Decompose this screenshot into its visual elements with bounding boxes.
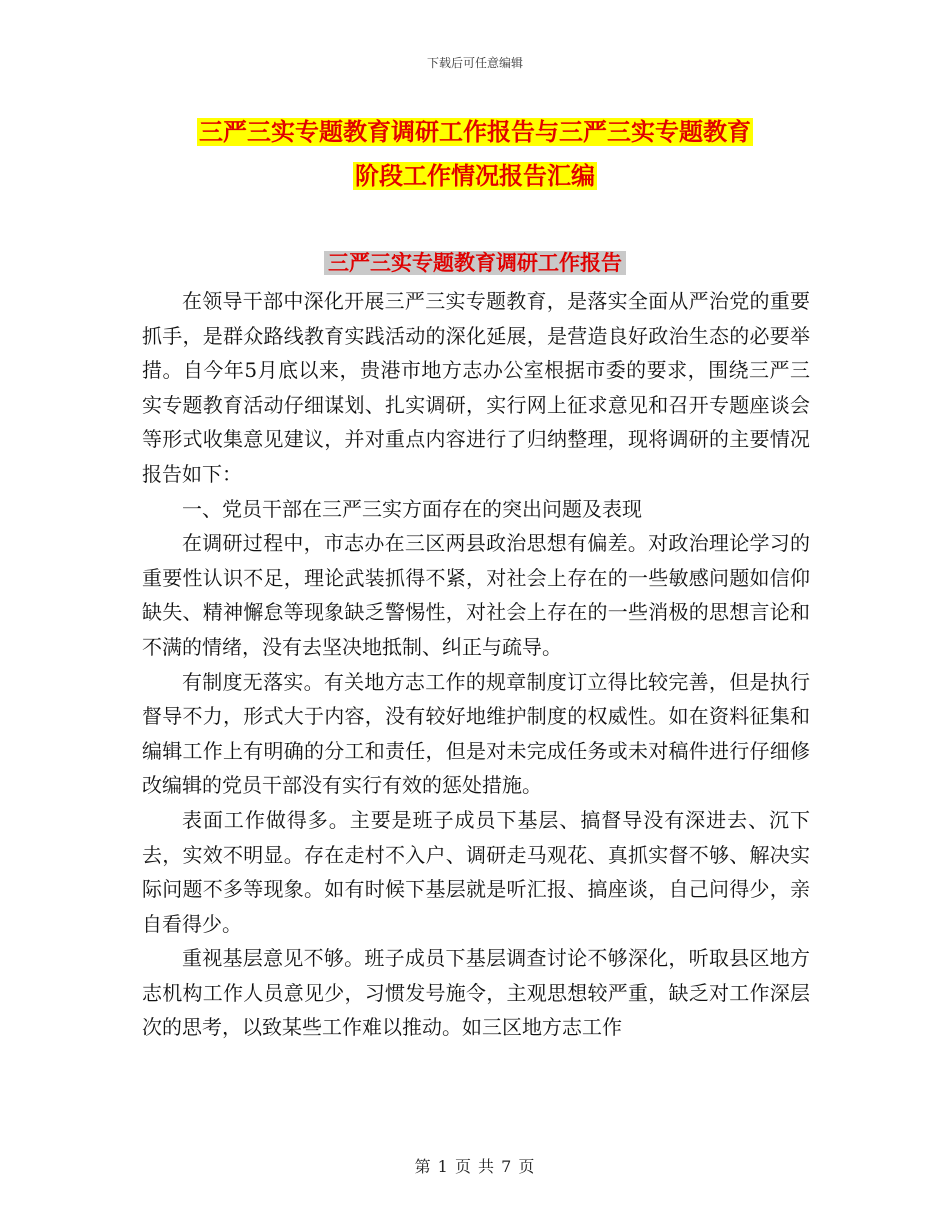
section-title-text: 三严三实专题教育调研工作报告 <box>324 251 626 275</box>
document-title-line-1 <box>0 110 950 154</box>
document-body <box>142 284 810 1045</box>
paragraph-heading-1: 一、党员干部在三严三实方面存在的突出问题及表现 <box>182 496 642 521</box>
document-title <box>0 110 950 198</box>
title-line-1-text: 三严三实专题教育调研工作报告与三严三实专题教育 <box>199 118 751 146</box>
header-note: 下载后可任意编辑 <box>426 56 523 70</box>
section-title <box>0 246 950 280</box>
paragraph-grassroots: 重视基层意见不够。班子成员下基层调查讨论不够深化，听取县区地方志机构工作人员意见少，习惯发号施令，主观思想较严重，缺乏对工作深层次的思考，以致某些工作难以推动。如三区地方志工作 <box>142 946 810 1040</box>
paragraph-system: 有制度无落实。有关地方志工作的规章制度订立得比较完善，但是执行督导不力，形式大于内容，没有较好地维护制度的权威性。如在资料征集和编辑工作上有明确的分工和责任，但是对未完成任务或未对稿件进行仔细修改编辑的党员干部没有实行有效的惩处措施。 <box>142 669 810 798</box>
paragraph-surface-work: 表面工作做得多。主要是班子成员下基层、搞督导没有深进去、沉下去，实效不明显。存在走村不入户、调研走马观花、真抓实督不够、解决实际问题不多等现象。如有时候下基层就是听汇报、搞座谈，自己问得少，亲自看得少。 <box>142 807 810 936</box>
title-line-2-text: 阶段工作情况报告汇编 <box>355 162 595 190</box>
paragraph-intro: 在领导干部中深化开展三严三实专题教育，是落实全面从严治党的重要抓手，是群众路线教育实践活动的深化延展，是营造良好政治生态的必要举措。自今年5月底以来，贵港市地方志办公室根据市委的要求，围绕三严三实专题教育活动仔细谋划、扎实调研，实行网上征求意见和召开专题座谈会等形式收集意见建议，并对重点内容进行了归纳整理，现将调研的主要情况报告如下： <box>142 289 810 486</box>
page-number-footer: 第 1 页 共 7 页 <box>414 1157 536 1176</box>
paragraph-political: 在调研过程中，市志办在三区两县政治思想有偏差。对政治理论学习的重要性认识不足，理论武装抓得不紧，对社会上存在的一些敏感问题如信仰缺失、精神懈怠等现象缺乏警惕性，对社会上存在的一些消极的思想言论和不满的情绪，没有去坚决地抵制、纠正与疏导。 <box>142 531 810 659</box>
document-title-line-2 <box>0 154 950 198</box>
